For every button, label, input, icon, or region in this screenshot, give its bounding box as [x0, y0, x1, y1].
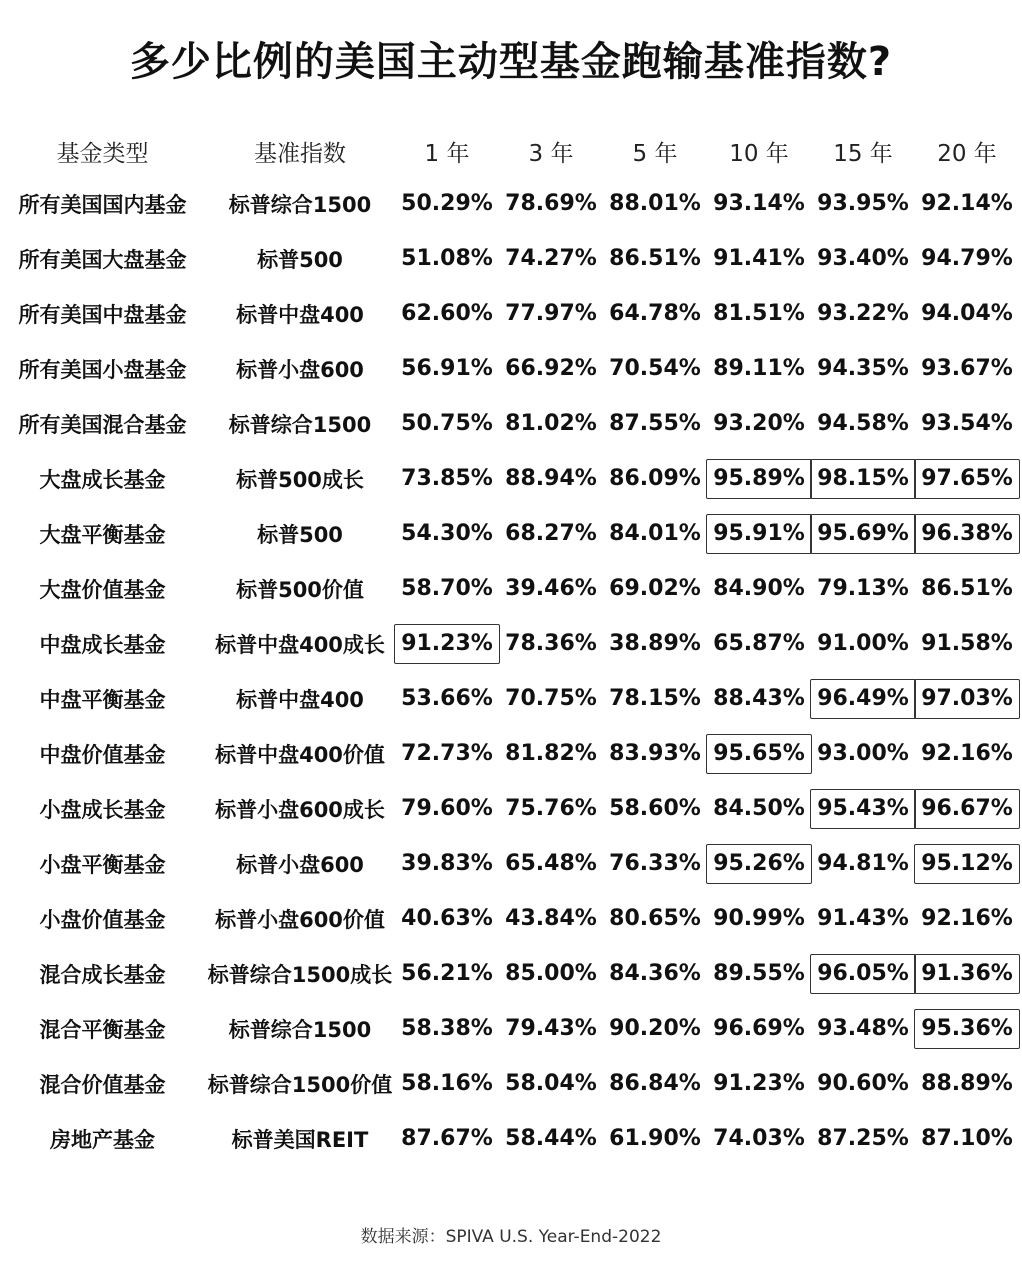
value-cell-3y [499, 341, 603, 396]
value-text: 76.33% [609, 851, 701, 876]
value-text: 87.67% [401, 1126, 493, 1151]
table-body [0, 176, 1022, 1166]
value-cell-5y [603, 561, 707, 616]
value-text: 53.66% [401, 686, 493, 711]
value-cell-20y [915, 1056, 1019, 1111]
benchmark-cell: 标普小盘600价值 [215, 907, 385, 932]
benchmark-cell: 标普500成长 [236, 467, 364, 492]
value-text: 58.38% [401, 1016, 493, 1041]
value-text: 96.49% [810, 679, 916, 719]
value-text: 97.65% [914, 459, 1020, 499]
value-cell-20y [915, 946, 1019, 1001]
value-cell-20y [915, 451, 1019, 506]
value-text: 72.73% [401, 741, 493, 766]
value-text: 93.67% [921, 356, 1013, 381]
value-text: 89.11% [713, 356, 805, 381]
benchmark-cell: 标普综合1500 [228, 1017, 372, 1042]
value-text: 75.76% [505, 796, 597, 821]
value-cell-15y [811, 946, 915, 1001]
value-text: 61.90% [609, 1126, 701, 1151]
value-text: 87.55% [609, 411, 701, 436]
value-text: 58.16% [401, 1071, 493, 1096]
value-cell-15y [811, 396, 915, 451]
table-row [0, 341, 1022, 396]
value-cell-20y [915, 891, 1019, 946]
value-cell-1y [395, 1001, 499, 1056]
value-cell-1y [395, 231, 499, 286]
table-row [0, 1001, 1022, 1056]
value-cell-5y [603, 396, 707, 451]
value-cell-20y [915, 1111, 1019, 1166]
value-cell-20y [915, 836, 1019, 891]
value-cell-3y [499, 781, 603, 836]
value-cell-15y [811, 506, 915, 561]
value-cell-15y [811, 561, 915, 616]
fund-type-cell: 所有美国国内基金 [18, 192, 187, 217]
value-cell-5y [603, 836, 707, 891]
header-1y: 1 年 [424, 140, 470, 167]
value-text: 86.09% [609, 466, 701, 491]
value-text: 94.35% [817, 356, 909, 381]
value-text: 58.70% [401, 576, 493, 601]
value-text: 95.26% [706, 844, 812, 884]
value-text: 50.29% [401, 191, 493, 216]
value-cell-5y [603, 231, 707, 286]
value-cell-15y [811, 286, 915, 341]
value-text: 94.04% [921, 301, 1013, 326]
value-text: 50.75% [401, 411, 493, 436]
value-text: 88.94% [505, 466, 597, 491]
value-text: 93.54% [921, 411, 1013, 436]
value-text: 58.44% [505, 1126, 597, 1151]
value-text: 90.60% [817, 1071, 909, 1096]
value-text: 78.36% [505, 631, 597, 656]
value-cell-3y [499, 231, 603, 286]
value-cell-5y [603, 506, 707, 561]
value-cell-1y [395, 891, 499, 946]
value-text: 58.04% [505, 1071, 597, 1096]
value-cell-3y [499, 1001, 603, 1056]
value-text: 74.03% [713, 1126, 805, 1151]
value-text: 88.89% [921, 1071, 1013, 1096]
value-cell-10y [707, 781, 811, 836]
header-20y: 20 年 [937, 140, 997, 167]
fund-type-cell: 大盘平衡基金 [39, 522, 166, 547]
value-cell-5y [603, 726, 707, 781]
fund-type-cell: 所有美国中盘基金 [18, 302, 187, 327]
benchmark-cell: 标普500 [257, 247, 343, 272]
value-cell-20y [915, 671, 1019, 726]
value-cell-20y [915, 286, 1019, 341]
value-text: 90.99% [713, 906, 805, 931]
value-cell-20y [915, 396, 1019, 451]
page-title: 多少比例的美国主动型基金跑输基准指数? [129, 39, 893, 85]
value-text: 87.10% [921, 1126, 1013, 1151]
table-row [0, 946, 1022, 1001]
fund-type-cell: 所有美国小盘基金 [18, 357, 187, 382]
value-text: 91.23% [713, 1071, 805, 1096]
value-cell-3y [499, 561, 603, 616]
benchmark-cell: 标普综合1500价值 [207, 1072, 393, 1097]
fund-type-cell: 所有美国大盘基金 [18, 247, 187, 272]
value-text: 91.41% [713, 246, 805, 271]
value-cell-15y [811, 1111, 915, 1166]
header-3y: 3 年 [528, 140, 574, 167]
value-text: 91.00% [817, 631, 909, 656]
value-text: 38.89% [609, 631, 701, 656]
value-cell-3y [499, 451, 603, 506]
table-row [0, 451, 1022, 506]
value-text: 90.20% [609, 1016, 701, 1041]
value-cell-10y [707, 1111, 811, 1166]
table-row [0, 176, 1022, 231]
benchmark-cell: 标普中盘400 [236, 302, 364, 327]
value-cell-1y [395, 396, 499, 451]
value-text: 58.60% [609, 796, 701, 821]
value-cell-1y [395, 616, 499, 671]
value-cell-3y [499, 396, 603, 451]
value-text: 95.91% [706, 514, 812, 554]
value-cell-15y [811, 616, 915, 671]
value-cell-15y [811, 726, 915, 781]
value-cell-3y [499, 891, 603, 946]
fund-type-cell: 混合平衡基金 [39, 1017, 166, 1042]
value-cell-15y [811, 891, 915, 946]
fund-type-cell: 混合成长基金 [39, 962, 166, 987]
value-cell-3y [499, 726, 603, 781]
table-row [0, 671, 1022, 726]
value-text: 86.51% [921, 576, 1013, 601]
benchmark-cell: 标普小盘600 [236, 357, 364, 382]
value-cell-10y [707, 506, 811, 561]
value-cell-3y [499, 946, 603, 1001]
value-cell-1y [395, 561, 499, 616]
value-cell-20y [915, 176, 1019, 231]
value-cell-10y [707, 176, 811, 231]
fund-type-cell: 大盘价值基金 [39, 577, 166, 602]
value-cell-10y [707, 836, 811, 891]
benchmark-cell: 标普综合1500 [228, 192, 372, 217]
value-cell-20y [915, 231, 1019, 286]
value-cell-1y [395, 506, 499, 561]
header-15y: 15 年 [833, 140, 893, 167]
value-cell-1y [395, 451, 499, 506]
value-cell-15y [811, 1001, 915, 1056]
value-text: 94.81% [817, 851, 909, 876]
value-cell-5y [603, 1056, 707, 1111]
value-cell-15y [811, 671, 915, 726]
value-cell-3y [499, 616, 603, 671]
value-text: 78.69% [505, 191, 597, 216]
value-cell-5y [603, 616, 707, 671]
value-text: 62.60% [401, 301, 493, 326]
fund-type-cell: 所有美国混合基金 [18, 412, 187, 437]
value-cell-1y [395, 726, 499, 781]
value-cell-5y [603, 781, 707, 836]
value-text: 79.13% [817, 576, 909, 601]
value-cell-1y [395, 286, 499, 341]
value-cell-10y [707, 1056, 811, 1111]
value-text: 98.15% [810, 459, 916, 499]
value-text: 93.20% [713, 411, 805, 436]
value-text: 84.50% [713, 796, 805, 821]
fund-type-cell: 大盘成长基金 [39, 467, 166, 492]
value-text: 79.60% [401, 796, 493, 821]
value-text: 96.05% [810, 954, 916, 994]
value-cell-15y [811, 231, 915, 286]
value-text: 93.14% [713, 191, 805, 216]
table-row [0, 1056, 1022, 1111]
value-text: 93.00% [817, 741, 909, 766]
value-text: 96.69% [713, 1016, 805, 1041]
value-text: 95.89% [706, 459, 812, 499]
value-cell-3y [499, 1056, 603, 1111]
value-text: 89.55% [713, 961, 805, 986]
value-text: 85.00% [505, 961, 597, 986]
value-cell-10y [707, 891, 811, 946]
value-cell-20y [915, 726, 1019, 781]
fund-type-cell: 中盘成长基金 [39, 632, 166, 657]
value-cell-5y [603, 1111, 707, 1166]
value-text: 43.84% [505, 906, 597, 931]
value-text: 86.51% [609, 246, 701, 271]
value-text: 87.25% [817, 1126, 909, 1151]
value-text: 78.15% [609, 686, 701, 711]
value-cell-10y [707, 671, 811, 726]
value-text: 68.27% [505, 521, 597, 546]
benchmark-cell: 标普小盘600成长 [215, 797, 385, 822]
value-text: 73.85% [401, 466, 493, 491]
benchmark-cell: 标普美国REIT [231, 1127, 369, 1152]
value-cell-10y [707, 561, 811, 616]
value-cell-1y [395, 671, 499, 726]
table-row [0, 286, 1022, 341]
table-row [0, 396, 1022, 451]
value-text: 81.51% [713, 301, 805, 326]
value-cell-20y [915, 781, 1019, 836]
value-text: 56.91% [401, 356, 493, 381]
header-benchmark: 基准指数 [254, 140, 346, 167]
benchmark-cell: 标普中盘400 [236, 687, 364, 712]
value-text: 65.48% [505, 851, 597, 876]
fund-type-cell: 混合价值基金 [39, 1072, 166, 1097]
value-cell-1y [395, 836, 499, 891]
table-row [0, 616, 1022, 671]
table-header-row [0, 126, 1022, 176]
value-cell-15y [811, 176, 915, 231]
underperformance-table [0, 126, 1022, 1166]
benchmark-cell: 标普综合1500成长 [207, 962, 393, 987]
value-text: 94.58% [817, 411, 909, 436]
fund-type-cell: 房地产基金 [50, 1127, 155, 1152]
fund-type-cell: 中盘平衡基金 [39, 687, 166, 712]
value-cell-5y [603, 946, 707, 1001]
value-text: 92.16% [921, 906, 1013, 931]
benchmark-cell: 标普中盘400价值 [215, 742, 385, 767]
value-text: 95.36% [914, 1009, 1020, 1049]
value-text: 95.69% [810, 514, 916, 554]
value-cell-10y [707, 451, 811, 506]
value-cell-15y [811, 1056, 915, 1111]
value-text: 51.08% [401, 246, 493, 271]
value-cell-5y [603, 671, 707, 726]
value-text: 81.02% [505, 411, 597, 436]
value-cell-3y [499, 1111, 603, 1166]
value-text: 97.03% [914, 679, 1020, 719]
value-text: 69.02% [609, 576, 701, 601]
value-cell-3y [499, 506, 603, 561]
value-cell-10y [707, 1001, 811, 1056]
value-text: 94.79% [921, 246, 1013, 271]
value-cell-3y [499, 671, 603, 726]
value-cell-10y [707, 616, 811, 671]
value-text: 79.43% [505, 1016, 597, 1041]
value-text: 83.93% [609, 741, 701, 766]
value-cell-5y [603, 341, 707, 396]
value-cell-20y [915, 561, 1019, 616]
fund-type-cell: 小盘平衡基金 [39, 852, 166, 877]
value-cell-5y [603, 451, 707, 506]
value-cell-5y [603, 286, 707, 341]
value-text: 65.87% [713, 631, 805, 656]
value-text: 70.54% [609, 356, 701, 381]
value-text: 95.12% [914, 844, 1020, 884]
value-text: 80.65% [609, 906, 701, 931]
benchmark-cell: 标普500价值 [236, 577, 364, 602]
table-row [0, 836, 1022, 891]
value-text: 64.78% [609, 301, 701, 326]
value-text: 66.92% [505, 356, 597, 381]
value-text: 84.90% [713, 576, 805, 601]
value-cell-20y [915, 1001, 1019, 1056]
value-text: 77.97% [505, 301, 597, 326]
value-cell-10y [707, 231, 811, 286]
value-cell-5y [603, 1001, 707, 1056]
fund-type-cell: 小盘价值基金 [39, 907, 166, 932]
value-cell-20y [915, 506, 1019, 561]
value-cell-3y [499, 286, 603, 341]
value-cell-15y [811, 836, 915, 891]
value-text: 88.01% [609, 191, 701, 216]
table-row [0, 561, 1022, 616]
value-cell-20y [915, 341, 1019, 396]
value-text: 92.14% [921, 191, 1013, 216]
value-text: 91.58% [921, 631, 1013, 656]
benchmark-cell: 标普500 [257, 522, 343, 547]
value-cell-5y [603, 891, 707, 946]
value-cell-10y [707, 396, 811, 451]
benchmark-cell: 标普综合1500 [228, 412, 372, 437]
value-text: 70.75% [505, 686, 597, 711]
benchmark-cell: 标普小盘600 [236, 852, 364, 877]
value-text: 84.36% [609, 961, 701, 986]
fund-type-cell: 小盘成长基金 [39, 797, 166, 822]
table-row [0, 231, 1022, 286]
value-cell-3y [499, 176, 603, 231]
fund-type-cell: 中盘价值基金 [39, 742, 166, 767]
value-cell-10y [707, 341, 811, 396]
header-fund-type: 基金类型 [56, 140, 149, 167]
value-text: 40.63% [401, 906, 493, 931]
table-row [0, 1111, 1022, 1166]
value-cell-10y [707, 946, 811, 1001]
value-text: 91.36% [914, 954, 1020, 994]
value-cell-10y [707, 726, 811, 781]
source-note: 数据来源：SPIVA U.S. Year-End-2022 [360, 1227, 662, 1247]
value-text: 95.65% [706, 734, 812, 774]
table-row [0, 781, 1022, 836]
value-cell-20y [915, 616, 1019, 671]
value-text: 54.30% [401, 521, 493, 546]
value-text: 81.82% [505, 741, 597, 766]
table-row [0, 506, 1022, 561]
header-5y: 5 年 [632, 140, 678, 167]
value-text: 92.16% [921, 741, 1013, 766]
table-row [0, 891, 1022, 946]
value-text: 93.40% [817, 246, 909, 271]
value-cell-1y [395, 1056, 499, 1111]
value-text: 84.01% [609, 521, 701, 546]
value-text: 96.67% [914, 789, 1020, 829]
value-text: 88.43% [713, 686, 805, 711]
value-cell-3y [499, 836, 603, 891]
value-text: 91.23% [394, 624, 500, 664]
value-text: 39.83% [401, 851, 493, 876]
value-text: 93.22% [817, 301, 909, 326]
value-cell-1y [395, 781, 499, 836]
benchmark-cell: 标普中盘400成长 [215, 632, 385, 657]
value-cell-15y [811, 451, 915, 506]
header-10y: 10 年 [729, 140, 789, 167]
value-text: 91.43% [817, 906, 909, 931]
table-row [0, 726, 1022, 781]
value-text: 95.43% [810, 789, 916, 829]
value-cell-10y [707, 286, 811, 341]
value-cell-1y [395, 341, 499, 396]
value-text: 93.48% [817, 1016, 909, 1041]
value-text: 96.38% [914, 514, 1020, 554]
value-cell-1y [395, 1111, 499, 1166]
value-text: 74.27% [505, 246, 597, 271]
value-text: 39.46% [505, 576, 597, 601]
value-text: 56.21% [401, 961, 493, 986]
value-cell-5y [603, 176, 707, 231]
value-cell-1y [395, 176, 499, 231]
value-cell-15y [811, 341, 915, 396]
value-cell-15y [811, 781, 915, 836]
value-cell-1y [395, 946, 499, 1001]
value-text: 86.84% [609, 1071, 701, 1096]
value-text: 93.95% [817, 191, 909, 216]
